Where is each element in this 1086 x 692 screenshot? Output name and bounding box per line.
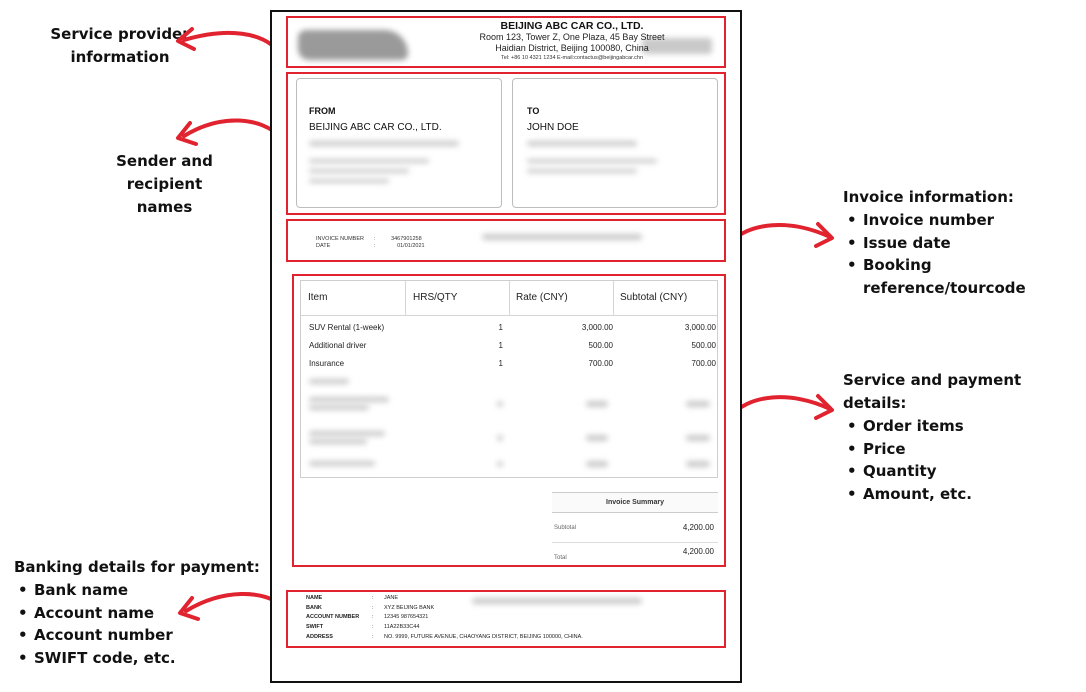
colon: :	[372, 604, 374, 611]
column-header: HRS/QTY	[413, 292, 458, 303]
blurred-text	[686, 435, 710, 441]
blurred-text	[586, 435, 608, 441]
annotation-title: names	[136, 198, 193, 216]
summary-subtotal-row	[552, 513, 718, 543]
colon: :	[372, 614, 374, 621]
blurred-text	[527, 159, 657, 163]
bank-key: SWIFT	[306, 624, 324, 631]
cell-item: Insurance	[309, 359, 345, 368]
bank-row-swift	[306, 623, 583, 633]
bank-row-bank	[306, 604, 583, 614]
blurred-text	[586, 401, 608, 407]
annotation-title: Sender and recipient	[116, 152, 213, 193]
summary-title: Invoice Summary	[552, 492, 718, 513]
date-row	[316, 243, 425, 250]
invoice-document	[270, 10, 742, 683]
bank-key: ADDRESS	[306, 633, 333, 640]
annotation-list	[843, 209, 1086, 299]
annotation-title: Banking details for payment:	[14, 558, 260, 576]
cell-qty: 1	[498, 323, 503, 332]
annotation-service-payment	[843, 369, 1086, 505]
annotation-item: • Invoice number	[843, 209, 1086, 232]
summary-total-row	[552, 543, 718, 573]
invoice-number-row	[316, 236, 425, 243]
address-line: Room 123, Tower Z, One Plaza, 45 Bay Street	[479, 32, 665, 42]
blurred-text	[309, 461, 375, 466]
column-divider	[613, 281, 614, 315]
issue-date: 01/01/2021	[397, 243, 425, 249]
invoice-number: 3467901258	[391, 236, 422, 242]
items-table	[300, 280, 718, 478]
annotation-item: • Booking reference/tourcode	[843, 254, 1086, 299]
column-divider	[509, 281, 510, 315]
bank-row-address	[306, 633, 583, 643]
blurred-text	[309, 159, 429, 163]
company-logo	[298, 30, 408, 60]
colon: :	[373, 236, 376, 242]
annotation-sender-recipient	[82, 150, 247, 219]
annotation-item: • Account number	[14, 624, 260, 647]
total-label: Total	[554, 555, 567, 561]
blurred-text	[309, 405, 369, 410]
annotation-title: Service and payment details:	[843, 371, 1022, 412]
blurred-text	[686, 401, 710, 407]
address-line: Haidian District, Beijing 100080, China	[495, 43, 649, 53]
bank-name: XYZ BEIJING BANK	[384, 604, 435, 611]
provider-header	[422, 20, 722, 62]
cell-subtotal: 500.00	[691, 341, 716, 350]
blurred-text	[527, 169, 637, 173]
company-name: BEIJING ABC CAR CO., LTD.	[500, 20, 644, 32]
blurred-text	[497, 461, 503, 467]
blurred-text	[309, 169, 409, 173]
blurred-text	[309, 179, 389, 183]
annotation-item: • Amount, etc.	[843, 483, 1086, 506]
colon: :	[372, 624, 374, 631]
swift-code: 11A22B33C44	[384, 624, 420, 631]
account-number: 12345 987654321	[384, 614, 429, 621]
blurred-text	[586, 461, 608, 467]
cell-subtotal: 3,000.00	[684, 323, 716, 332]
annotation-item: • Quantity	[843, 460, 1086, 483]
cell-item: SUV Rental (1-week)	[309, 323, 385, 332]
cell-qty: 1	[498, 359, 503, 368]
cell-rate: 500.00	[588, 341, 613, 350]
cell-rate: 700.00	[588, 359, 613, 368]
from-label: FROM	[309, 106, 336, 116]
from-box	[296, 78, 502, 208]
total-value: 4,200.00	[682, 547, 714, 556]
cell-qty: 1	[498, 341, 503, 350]
cell-subtotal: 700.00	[691, 359, 716, 368]
column-divider	[405, 281, 406, 315]
annotation-invoice-info	[843, 186, 1086, 299]
invoice-meta	[316, 236, 425, 250]
cell-item: Additional driver	[309, 341, 367, 350]
annotation-item: • Issue date	[843, 232, 1086, 255]
blurred-text	[497, 435, 503, 441]
bank-key: ACCOUNT NUMBER	[306, 614, 360, 621]
to-name: JOHN DOE	[527, 122, 579, 133]
bank-address: NO. 9999, FUTURE AVENUE, CHAOYANG DISTRICT, BEIJING 100000, CHINA.	[384, 633, 583, 640]
blurred-text	[497, 401, 503, 407]
bank-key: NAME	[306, 595, 323, 601]
blurred-text	[309, 439, 367, 444]
blurred-text	[472, 598, 642, 604]
blurred-text	[309, 431, 385, 436]
annotation-title: Invoice information:	[843, 188, 1014, 206]
annotation-item: • Account name	[14, 602, 260, 625]
blurred-text	[309, 379, 349, 384]
annotation-item: • SWIFT code, etc.	[14, 647, 260, 670]
subtotal-label: Subtotal	[554, 525, 577, 531]
contact-line: Tel: +86 10 4321 1234 E-mail:contactus@beijingabcar.chn	[500, 55, 644, 61]
table-row	[301, 337, 717, 355]
to-label: TO	[527, 106, 540, 116]
subtotal-value: 4,200.00	[682, 523, 714, 532]
blurred-text	[309, 141, 459, 146]
header-divider	[301, 315, 717, 316]
blurred-text	[482, 234, 642, 240]
column-header: Item	[308, 292, 328, 303]
annotation-item: • Order items	[843, 415, 1086, 438]
annotation-title: Service provider	[50, 25, 190, 43]
annotation-item: • Price	[843, 438, 1086, 461]
bank-row-account	[306, 613, 583, 623]
to-box	[512, 78, 718, 208]
blurred-text	[309, 397, 389, 402]
blurred-text	[686, 461, 710, 467]
table-row	[301, 319, 717, 337]
date-label: DATE	[316, 243, 331, 249]
annotation-title: information	[70, 48, 170, 66]
column-header: Subtotal (CNY)	[620, 292, 688, 303]
from-name: BEIJING ABC CAR CO., LTD.	[309, 122, 442, 133]
column-header: Rate (CNY)	[516, 292, 568, 303]
colon: :	[372, 633, 374, 640]
annotation-item: • Bank name	[14, 579, 260, 602]
colon: :	[373, 243, 376, 249]
invoice-number-label: INVOICE NUMBER	[316, 236, 364, 242]
cell-rate: 3,000.00	[581, 323, 613, 332]
colon: :	[372, 595, 374, 601]
table-row	[301, 355, 717, 373]
account-name: JANE	[384, 595, 399, 601]
annotation-list	[843, 415, 1086, 505]
bank-key: BANK	[306, 604, 322, 611]
blurred-text	[527, 141, 637, 146]
invoice-summary	[552, 492, 718, 573]
